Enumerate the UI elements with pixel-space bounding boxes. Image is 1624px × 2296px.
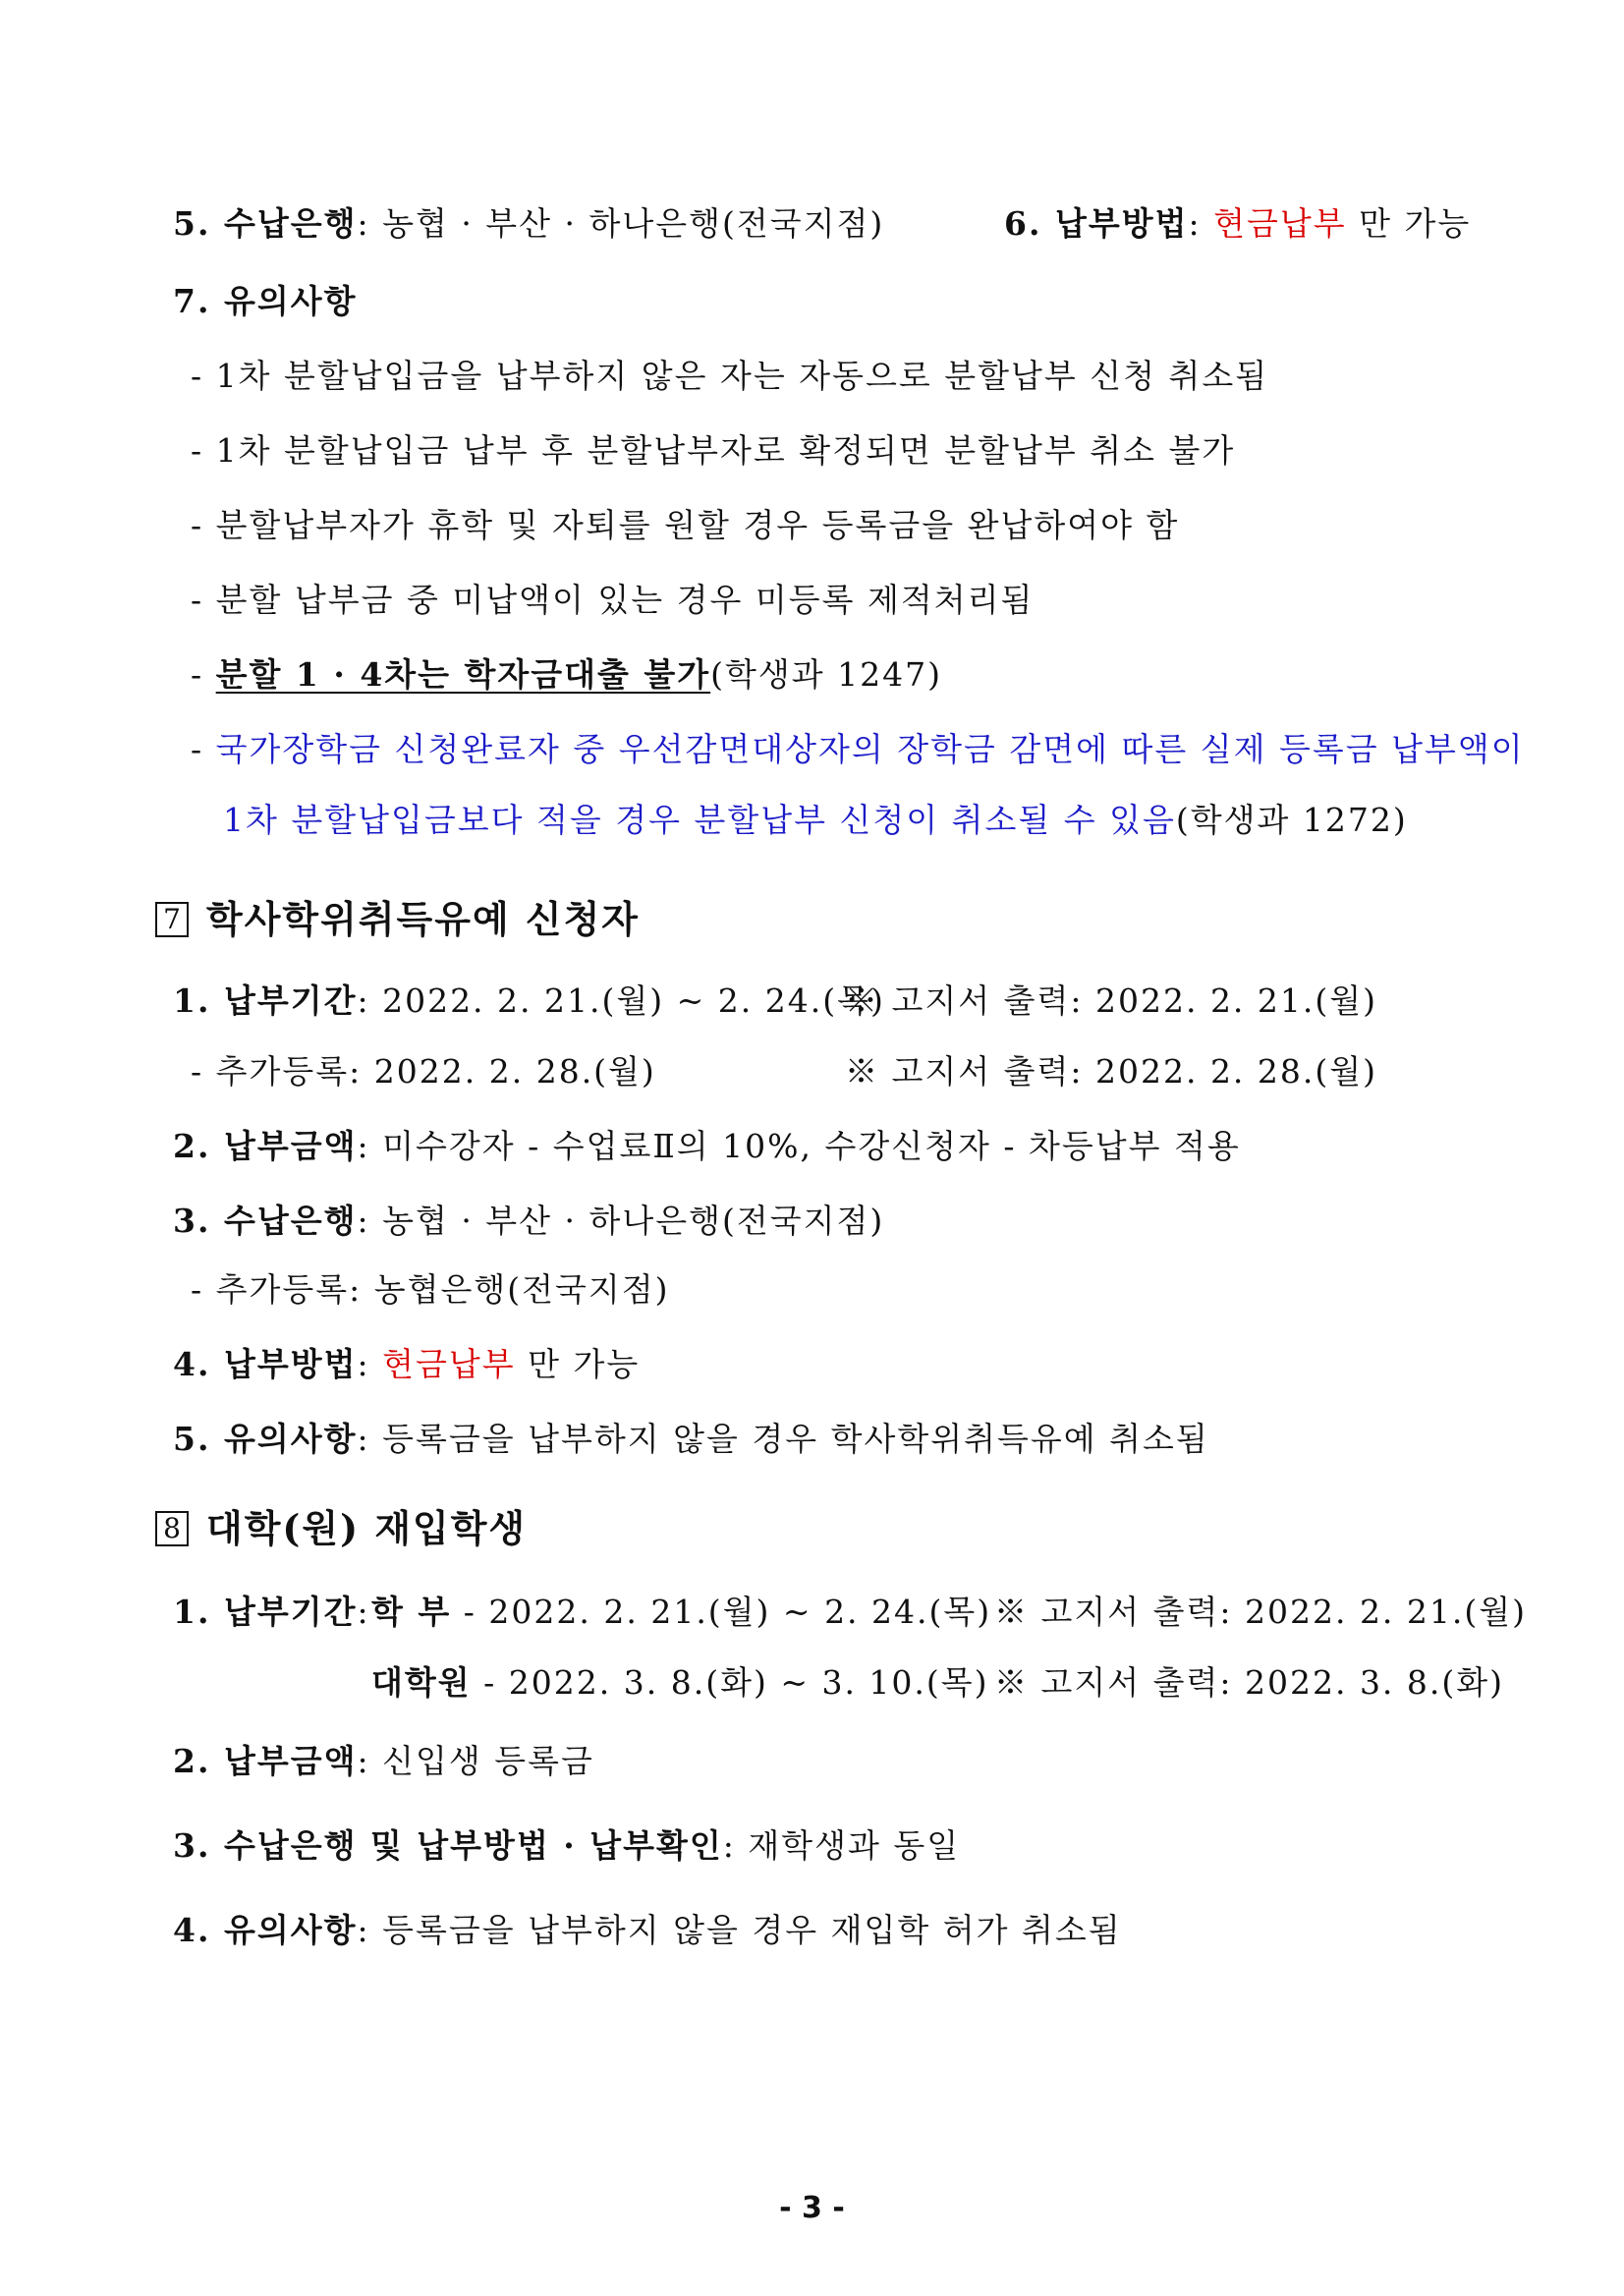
section8-number-box: 8 bbox=[155, 1511, 189, 1546]
note-scholarship-line-2 bbox=[223, 798, 1408, 843]
s7-item1-text: 2022. 2. 21.(월) ~ 2. 24.(목) bbox=[382, 981, 885, 1020]
item6-red-text: 현금납부 bbox=[1213, 204, 1347, 243]
item7-label: 7. 유의사항 bbox=[173, 282, 358, 320]
note-line: - 1차 분할납입금을 납부하지 않은 자는 자동으로 분할납부 신청 취소됨 bbox=[191, 357, 1269, 395]
s7-item3-line bbox=[173, 1199, 884, 1244]
page-number: - 3 - bbox=[779, 2191, 845, 2225]
s7-item4-text: 만 가능 bbox=[528, 1345, 641, 1383]
section8-heading bbox=[155, 1503, 527, 1554]
s7-extra1-text: - 추가등록: 2022. 2. 28.(월) bbox=[191, 1052, 656, 1091]
s7-item4-line bbox=[173, 1342, 640, 1387]
s8-grad-line bbox=[371, 1660, 989, 1706]
s7-item4-colon: : bbox=[357, 1345, 370, 1383]
s7-item2-line bbox=[173, 1124, 1241, 1169]
item5-colon: : bbox=[357, 204, 370, 243]
note-contact: (학생과 1272) bbox=[1175, 801, 1408, 839]
s8-item4-line bbox=[173, 1908, 1122, 1953]
item6-colon: : bbox=[1188, 204, 1202, 243]
note-line: - 분할납부자가 휴학 및 자퇴를 원할 경우 등록금을 완납하여야 함 bbox=[191, 506, 1180, 544]
section8-title: 대학(원) 재입학생 bbox=[206, 1506, 528, 1550]
s7-extra3-text: - 추가등록: 농협은행(전국지점) bbox=[191, 1270, 670, 1309]
s7-item3-text: 농협 · 부산 · 하나은행(전국지점) bbox=[382, 1202, 885, 1240]
note-underlined-text: 분할 1 · 4차는 학자금대출 불가 bbox=[215, 655, 711, 694]
s7-item5-line bbox=[173, 1417, 1209, 1462]
note-dash: - bbox=[191, 655, 204, 694]
s8-item2-label: 2. 납부금액 bbox=[173, 1742, 358, 1780]
s8-undergrad-notice: ※ 고지서 출력: 2022. 2. 21.(월) bbox=[994, 1593, 1528, 1631]
s8-item3-text: 재학생과 동일 bbox=[748, 1826, 961, 1865]
s7-item1-colon: : bbox=[357, 981, 370, 1020]
s7-item4-label: 4. 납부방법 bbox=[173, 1345, 358, 1383]
s8-grad-text: - 2022. 3. 8.(화) ~ 3. 10.(목) bbox=[483, 1663, 989, 1702]
s8-undergrad-label: 학 부 bbox=[371, 1593, 452, 1631]
s8-item2-colon: : bbox=[357, 1742, 370, 1780]
item5-text: 농협 · 부산 · 하나은행(전국지점) bbox=[382, 204, 885, 243]
section7-number-box: 7 bbox=[155, 902, 189, 937]
note-scholarship-line-1 bbox=[191, 727, 1525, 772]
s8-undergrad-text: - 2022. 2. 21.(월) ~ 2. 24.(목) bbox=[463, 1593, 992, 1631]
s7-item1-line bbox=[173, 979, 885, 1024]
s7-item1-notice: ※ 고지서 출력: 2022. 2. 21.(월) bbox=[845, 981, 1378, 1020]
s8-grad-label: 대학원 bbox=[371, 1663, 472, 1702]
s7-item4-red-text: 현금납부 bbox=[382, 1345, 516, 1383]
item5-bank-line bbox=[173, 201, 884, 247]
s7-item2-colon: : bbox=[357, 1127, 370, 1165]
s8-item2-text: 신입생 등록금 bbox=[382, 1742, 594, 1780]
s7-item2-label: 2. 납부금액 bbox=[173, 1127, 358, 1165]
item6-text: 만 가능 bbox=[1359, 204, 1472, 243]
s7-item5-label: 5. 유의사항 bbox=[173, 1420, 358, 1458]
section7-title: 학사학위취득유예 신청자 bbox=[206, 897, 641, 941]
s7-item2-text: 미수강자 - 수업료Ⅱ의 10%, 수강신청자 - 차등납부 적용 bbox=[382, 1127, 1241, 1165]
item6-method-line bbox=[1004, 201, 1471, 247]
s8-item1-label: 1. 납부기간 bbox=[173, 1593, 358, 1631]
s8-item4-label: 4. 유의사항 bbox=[173, 1911, 358, 1949]
s7-item5-colon: : bbox=[357, 1420, 370, 1458]
s8-grad-notice: ※ 고지서 출력: 2022. 3. 8.(화) bbox=[994, 1663, 1505, 1702]
note-line: - 1차 분할납입금 납부 후 분할납부자로 확정되면 분할납부 취소 불가 bbox=[191, 431, 1236, 470]
s8-item3-label: 3. 수납은행 및 납부방법 · 납부확인 bbox=[173, 1826, 723, 1865]
s8-item3-line bbox=[173, 1823, 960, 1869]
s7-item5-text: 등록금을 납부하지 않을 경우 학사학위취득유예 취소됨 bbox=[382, 1420, 1209, 1458]
s7-extra1-notice: ※ 고지서 출력: 2022. 2. 28.(월) bbox=[845, 1052, 1378, 1091]
s8-item3-colon: : bbox=[722, 1826, 736, 1865]
note-line: - 분할 납부금 중 미납액이 있는 경우 미등록 제적처리됨 bbox=[191, 581, 1035, 619]
item5-label: 5. 수납은행 bbox=[173, 204, 358, 243]
s7-item3-colon: : bbox=[357, 1202, 370, 1240]
s8-item4-colon: : bbox=[357, 1911, 370, 1949]
note-contact: (학생과 1247) bbox=[710, 655, 943, 694]
s8-item1-colon: : bbox=[357, 1593, 370, 1631]
s8-undergrad-line bbox=[371, 1590, 991, 1635]
item6-label: 6. 납부방법 bbox=[1004, 204, 1189, 243]
note-blue-text-1: 국가장학금 신청완료자 중 우선감면대상자의 장학금 감면에 따른 실제 등록금 납부액이 bbox=[215, 730, 1525, 768]
note-dash: - bbox=[191, 730, 204, 768]
s8-item1-line bbox=[173, 1590, 370, 1635]
s7-item1-label: 1. 납부기간 bbox=[173, 981, 358, 1020]
s8-item4-text: 등록금을 납부하지 않을 경우 재입학 허가 취소됨 bbox=[382, 1911, 1122, 1949]
s8-item2-line bbox=[173, 1739, 594, 1784]
section7-heading bbox=[155, 894, 640, 945]
note-blue-text-2: 1차 분할납입금보다 적을 경우 분할납부 신청이 취소될 수 있음 bbox=[223, 801, 1176, 839]
note-loan-line bbox=[191, 652, 942, 698]
s7-item3-label: 3. 수납은행 bbox=[173, 1202, 358, 1240]
